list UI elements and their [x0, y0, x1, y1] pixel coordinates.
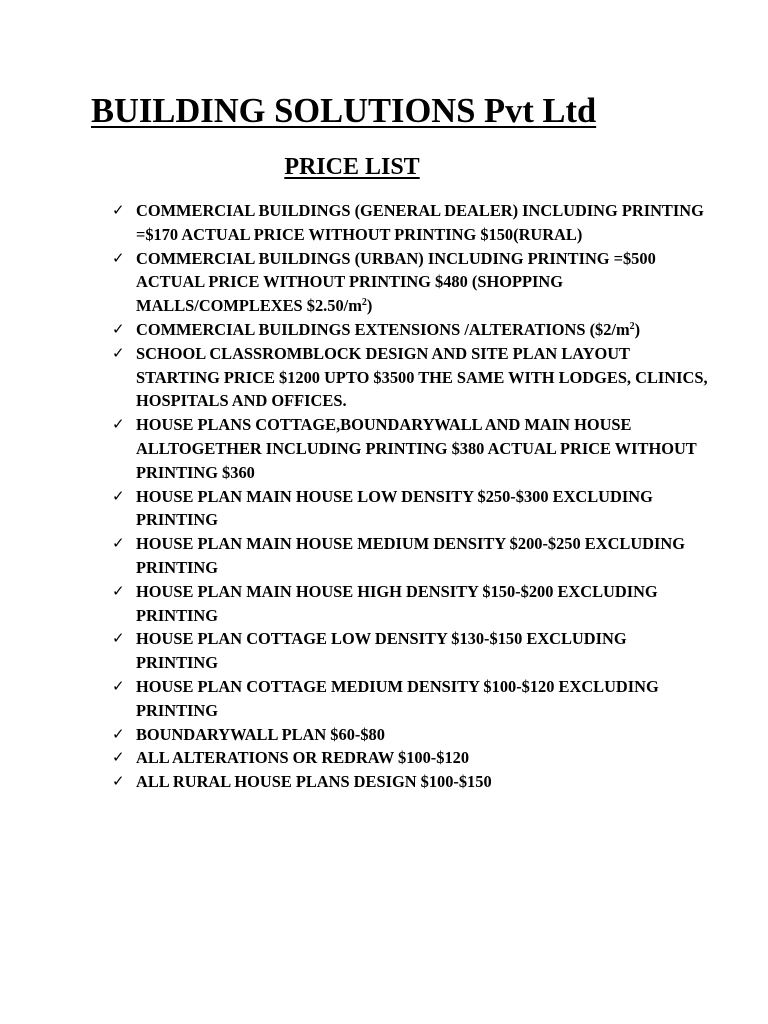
checkmark-icon: ✓ — [112, 534, 125, 553]
checkmark-icon: ✓ — [112, 201, 125, 219]
price-item-text: BOUNDARYWALL PLAN $60-$80 — [136, 724, 385, 744]
checkmark-icon: ✓ — [112, 772, 125, 791]
price-item-text: COMMERCIAL BUILDINGS (GENERAL DEALER) INCLUDING PRINTING =$170 ACTUAL PRICE WITHOUT PRINTING $150(RURAL) — [136, 201, 704, 244]
price-item — [112, 318, 712, 342]
price-item-text: COMMERCIAL BUILDINGS EXTENSIONS /ALTERATIONS ($2/m — [136, 319, 630, 339]
checkmark-icon: ✓ — [112, 486, 125, 505]
price-item-text-tail: ) — [366, 296, 373, 316]
price-item — [112, 675, 712, 723]
price-item — [112, 199, 712, 247]
price-item-text: ALL ALTERATIONS OR REDRAW $100-$120 — [136, 748, 470, 768]
company-title: BUILDING SOLUTIONS Pvt Ltd — [91, 92, 597, 130]
price-list-title: PRICE LIST — [284, 154, 420, 180]
price-item — [112, 746, 712, 770]
price-item-text: HOUSE PLAN MAIN HOUSE HIGH DENSITY $150-$200 EXCLUDING PRINTING — [136, 581, 658, 625]
price-item-text: ALL RURAL HOUSE PLANS DESIGN $100-$150 — [136, 772, 492, 792]
price-item-text: HOUSE PLAN COTTAGE MEDIUM DENSITY $100-$120 EXCLUDING PRINTING — [136, 676, 659, 720]
price-list — [112, 199, 712, 794]
price-item — [112, 485, 712, 533]
price-item — [112, 532, 712, 580]
price-item — [112, 580, 712, 628]
checkmark-icon: ✓ — [112, 343, 125, 362]
price-item — [112, 770, 712, 794]
price-item-text: COMMERCIAL BUILDINGS (URBAN) INCLUDING PRINTING =$500 ACTUAL PRICE WITHOUT PRINTING $480 (SHOPPING MALLS/COMPLEXES $2.50/m — [136, 248, 656, 316]
checkmark-icon: ✓ — [112, 415, 125, 434]
checkmark-icon: ✓ — [112, 676, 125, 695]
checkmark-icon: ✓ — [112, 581, 125, 600]
price-item — [112, 723, 712, 747]
price-item-text-tail: ) — [634, 319, 641, 339]
price-item-text: SCHOOL CLASSROMBLOCK DESIGN AND SITE PLAN LAYOUT STARTING PRICE $1200 UPTO $3500 THE SAME WITH LODGES, CLINICS, HOSPITALS AND OFFICES. — [136, 343, 708, 411]
checkmark-icon: ✓ — [112, 248, 125, 267]
price-item — [112, 247, 712, 318]
superscript: 2 — [361, 297, 367, 309]
superscript: 2 — [629, 320, 635, 332]
price-item-text: HOUSE PLAN MAIN HOUSE LOW DENSITY $250-$300 EXCLUDING PRINTING — [136, 486, 653, 530]
checkmark-icon: ✓ — [112, 724, 125, 743]
price-item — [112, 342, 712, 413]
price-item-text: HOUSE PLANS COTTAGE,BOUNDARYWALL AND MAIN HOUSE ALLTOGETHER INCLUDING PRINTING $380 ACTUAL PRICE WITHOUT PRINTING $360 — [136, 415, 697, 482]
price-item-text: HOUSE PLAN COTTAGE LOW DENSITY $130-$150 EXCLUDING PRINTING — [136, 629, 627, 673]
price-item — [112, 627, 712, 675]
checkmark-icon: ✓ — [112, 748, 125, 767]
checkmark-icon: ✓ — [112, 629, 125, 648]
checkmark-icon: ✓ — [112, 319, 125, 338]
price-item — [112, 413, 712, 484]
price-item-text: HOUSE PLAN MAIN HOUSE MEDIUM DENSITY $200-$250 EXCLUDING PRINTING — [136, 534, 685, 577]
